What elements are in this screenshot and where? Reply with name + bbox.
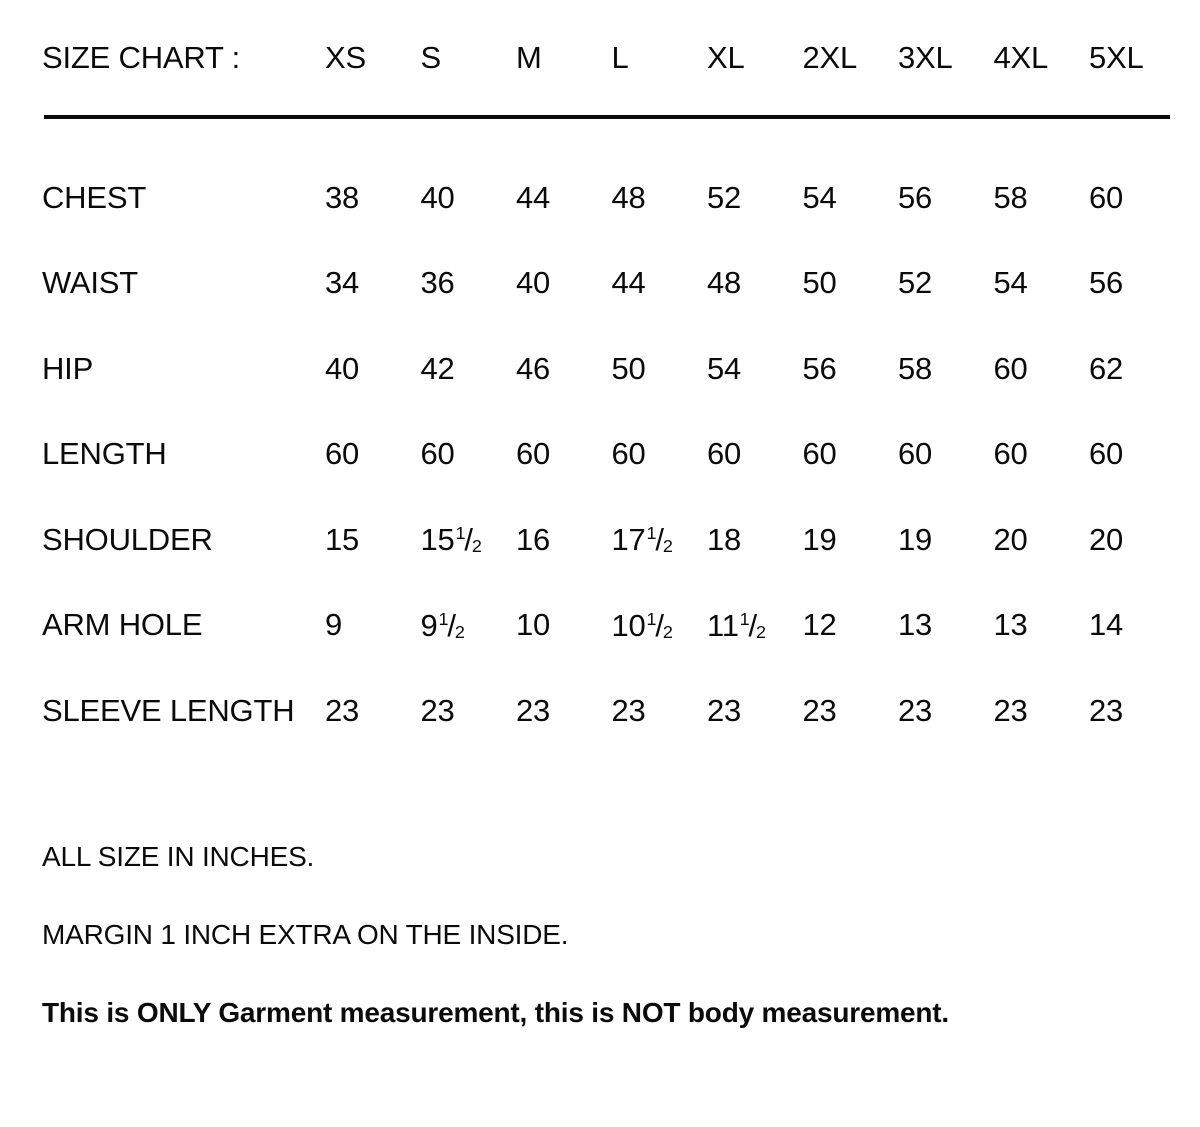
- size-cell: 13: [993, 607, 1028, 643]
- column-header-4xl: 4XL: [993, 40, 1049, 75]
- note: MARGIN 1 INCH EXTRA ON THE INSIDE.: [42, 918, 569, 950]
- fraction-denominator: 2: [756, 621, 766, 642]
- size-cell: 56: [802, 350, 837, 386]
- size-cell: 34: [325, 265, 360, 301]
- size-cell: 56: [898, 179, 933, 215]
- fraction-slash: /: [655, 522, 664, 558]
- fraction-denominator: 2: [454, 621, 465, 642]
- size-chart-header-row: [42, 40, 1170, 76]
- size-cell: 42: [420, 350, 455, 386]
- size-cell: 20: [993, 521, 1028, 557]
- size-cell: 60: [420, 436, 455, 472]
- size-cell: $17^1/2$: [611, 522, 673, 558]
- size-chart-body: [42, 155, 1170, 754]
- size-cell: 23: [707, 692, 742, 728]
- size-cell: 60: [993, 436, 1028, 472]
- note-garment-measurement: This is ONLY Garment measurement, this is NOT body measurement.: [42, 996, 950, 1028]
- fraction-numerator: 1: [455, 523, 466, 544]
- size-cell: 38: [325, 179, 360, 215]
- size-cell: 23: [898, 692, 933, 728]
- fraction-slash: /: [447, 607, 456, 643]
- size-cell: 50: [611, 350, 646, 386]
- column-header-3xl: 3XL: [898, 40, 953, 75]
- size-cell: 19: [898, 521, 933, 557]
- size-cell: 56: [1089, 265, 1124, 301]
- size-cell: 15: [325, 521, 360, 557]
- size-cell: 12: [802, 607, 837, 643]
- size-cell: 60: [993, 350, 1028, 386]
- size-cell: 58: [898, 350, 933, 386]
- size-cell: 48: [611, 179, 646, 215]
- column-header-xs: XS: [325, 40, 366, 75]
- size-cell: 60: [898, 436, 933, 472]
- size-cell: 13: [898, 607, 933, 643]
- size-cell: 9: [325, 607, 343, 643]
- size-cell: $9^1/2$: [420, 607, 465, 643]
- size-cell: 60: [516, 436, 551, 472]
- size-cell: 54: [993, 265, 1028, 301]
- size-cell: 54: [802, 179, 837, 215]
- size-cell: 52: [707, 179, 742, 215]
- table-row: [42, 668, 1170, 754]
- size-cell: 23: [1089, 692, 1124, 728]
- size-cell: 48: [707, 265, 742, 301]
- size-cell: 60: [325, 436, 360, 472]
- size-cell: 36: [420, 265, 455, 301]
- size-cell: 23: [993, 692, 1028, 728]
- size-cell: 23: [420, 692, 455, 728]
- size-cell: 40: [325, 350, 360, 386]
- size-cell: 23: [516, 692, 551, 728]
- size-cell: 62: [1089, 350, 1124, 386]
- table-row: [42, 497, 1170, 583]
- table-row: [42, 241, 1170, 327]
- fraction-slash: /: [464, 522, 473, 558]
- table-row: [42, 583, 1170, 669]
- table-row: [42, 326, 1170, 412]
- fraction-numerator: 1: [438, 608, 449, 629]
- size-cell: 58: [993, 179, 1028, 215]
- column-header-m: M: [516, 40, 542, 75]
- fraction-numerator: 1: [646, 608, 657, 629]
- header-divider-line: [44, 115, 1170, 119]
- size-cell: $10^1/2$: [611, 607, 673, 643]
- fraction-numerator: 1: [739, 608, 750, 629]
- size-cell: 60: [1089, 436, 1124, 472]
- column-header-xl: XL: [707, 40, 745, 75]
- column-header-2xl: 2XL: [802, 40, 858, 75]
- fraction-slash: /: [748, 607, 757, 643]
- row-label: SHOULDER: [42, 521, 213, 557]
- size-cell: 23: [325, 692, 360, 728]
- size-cell: $15^1/2$: [420, 522, 482, 558]
- size-cell: 46: [516, 350, 551, 386]
- size-cell: 44: [516, 179, 551, 215]
- column-header-l: L: [611, 40, 629, 75]
- size-cell: 19: [802, 521, 837, 557]
- row-label: CHEST: [42, 179, 147, 215]
- size-cell: 40: [516, 265, 551, 301]
- fraction-numerator: 1: [646, 523, 657, 544]
- size-cell: 60: [611, 436, 646, 472]
- note: ALL SIZE IN INCHES.: [42, 840, 315, 872]
- row-label: WAIST: [42, 265, 139, 301]
- fraction-denominator: 2: [662, 536, 673, 557]
- size-cell: 50: [802, 265, 837, 301]
- table-row: [42, 412, 1170, 498]
- row-label: ARM HOLE: [42, 607, 203, 643]
- size-cell: 52: [898, 265, 933, 301]
- size-cell: 60: [1089, 179, 1124, 215]
- fraction-denominator: 2: [471, 536, 482, 557]
- column-header-5xl: 5XL: [1089, 40, 1144, 75]
- row-label: LENGTH: [42, 436, 167, 472]
- notes-section: [42, 840, 1170, 1030]
- size-cell: 23: [611, 692, 646, 728]
- size-cell: 40: [420, 179, 455, 215]
- size-cell: 23: [802, 692, 837, 728]
- column-header-s: S: [420, 40, 441, 75]
- size-cell: 60: [802, 436, 837, 472]
- size-cell: 44: [611, 265, 646, 301]
- size-cell: 10: [516, 607, 551, 643]
- size-cell: 18: [707, 521, 742, 557]
- size-cell: 20: [1089, 521, 1124, 557]
- size-cell: 60: [707, 436, 742, 472]
- row-label: HIP: [42, 350, 94, 386]
- row-label: SLEEVE LENGTH: [42, 692, 295, 728]
- fraction-denominator: 2: [662, 621, 673, 642]
- size-cell: $11^1/2$: [707, 607, 766, 643]
- table-row: [42, 155, 1170, 241]
- size-cell: 54: [707, 350, 742, 386]
- size-chart-title: SIZE CHART :: [42, 40, 240, 75]
- fraction-slash: /: [655, 607, 664, 643]
- size-cell: 14: [1089, 607, 1124, 643]
- size-cell: 16: [516, 521, 551, 557]
